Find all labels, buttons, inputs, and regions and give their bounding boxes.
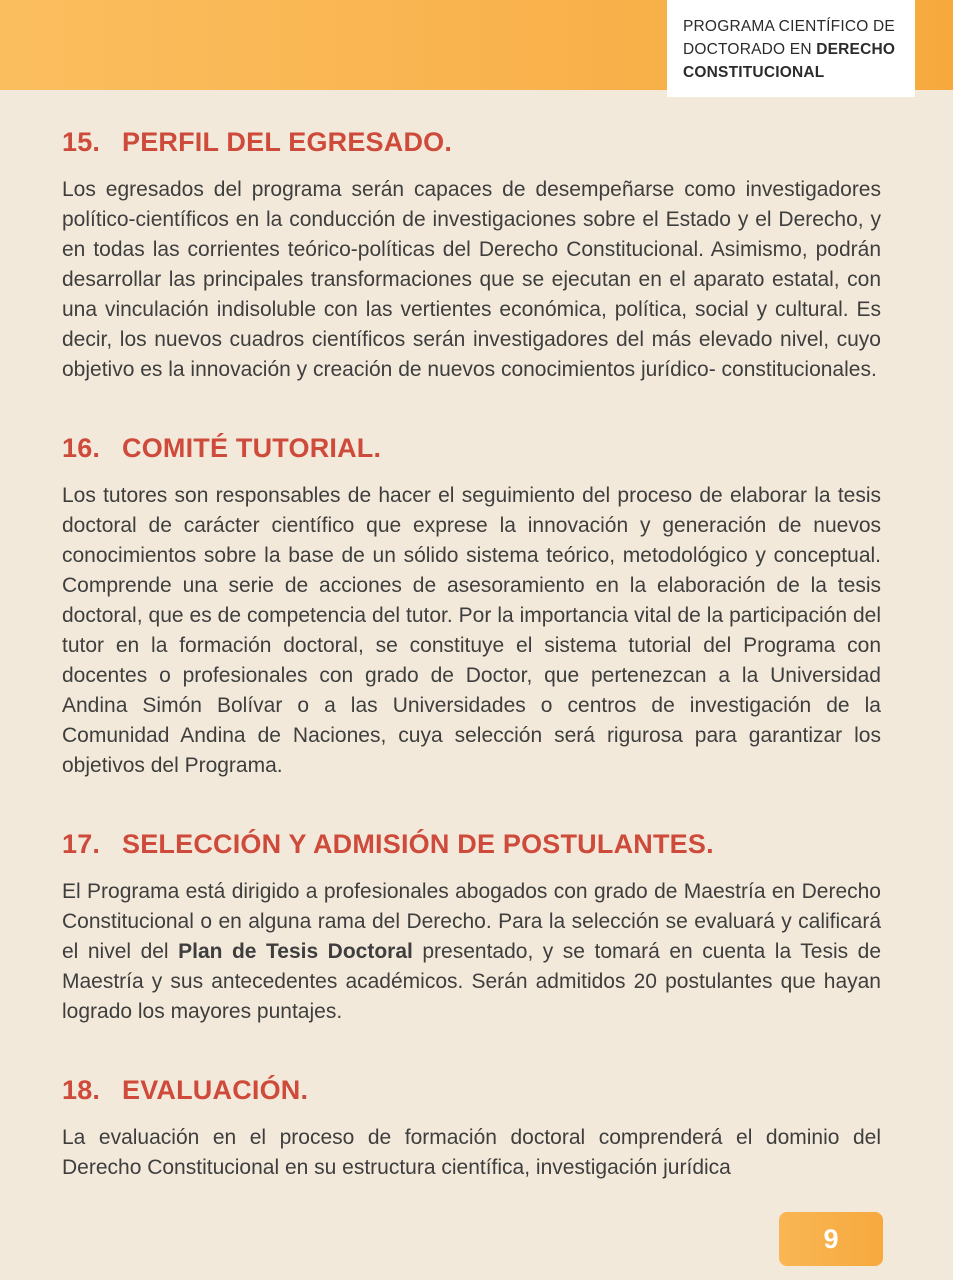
paragraph-text: La evaluación en el proceso de formación doctoral comprenderá el dominio del Derecho Constitucional en su estructura científica, investigación jurídica bbox=[62, 1126, 881, 1179]
section bbox=[62, 1075, 881, 1183]
program-header-line1: PROGRAMA CIENTÍFICO DE bbox=[683, 18, 895, 35]
paragraph-text: presentado, y se tomará en cuenta la Tesis de Maestría y sus antecedentes académicos. Serán admitidos 20 postulantes que hayan logrado los mayores puntajes. bbox=[62, 940, 882, 1023]
section-number: 17. bbox=[62, 829, 101, 859]
section-number: 16. bbox=[62, 433, 101, 463]
paragraph bbox=[62, 877, 881, 1027]
program-header-line2 bbox=[683, 38, 897, 61]
section-paragraphs bbox=[62, 481, 881, 781]
section bbox=[62, 433, 881, 781]
section-heading bbox=[62, 829, 881, 860]
program-header-line2-bold: DERECHO bbox=[816, 41, 896, 58]
program-header-box bbox=[667, 0, 915, 97]
content bbox=[0, 90, 953, 1198]
paragraph bbox=[62, 481, 881, 781]
paragraph-text: Los egresados del programa serán capaces de desempeñarse como investigadores político-científicos en la conducción de investigaciones sobre el Estado y el Derecho, y en todas las corrientes teórico-políticas del Derecho Constitucional. Asimismo, podrán desarrollar las principales transformaciones que se ejecutan en el aparato estatal, con una vinculación indisoluble con las vertientes económica, política, social y cultural. Es decir, los nuevos cuadros científicos serán investigadores del más elevado nivel, cuyo objetivo es la innovación y creación de nuevos conocimientos jurídico- constitucionales. bbox=[62, 178, 881, 381]
section-heading bbox=[62, 1075, 881, 1106]
section bbox=[62, 127, 881, 385]
paragraph bbox=[62, 1123, 881, 1183]
section-title: COMITÉ TUTORIAL. bbox=[122, 433, 382, 463]
section-paragraphs bbox=[62, 1123, 881, 1183]
section-title: EVALUACIÓN. bbox=[122, 1075, 309, 1105]
page-number: 9 bbox=[823, 1223, 839, 1254]
program-header-line2-regular: DOCTORADO EN bbox=[683, 41, 817, 58]
page-number-badge bbox=[779, 1212, 883, 1266]
section-number: 15. bbox=[62, 127, 101, 157]
paragraph-bold-text: Plan de Tesis Doctoral bbox=[178, 940, 413, 963]
paragraph-text: Los tutores son responsables de hacer el seguimiento del proceso de elaborar la tesis doctoral de carácter científico que exprese la innovación y generación de nuevos conocimientos sobre la base de un sólido sistema teórico, metodológico y conceptual. Comprende una serie de acciones de asesoramiento en la elaboración de la tesis doctoral, que es de competencia del tutor. Por la importancia vital de la participación del tutor en la formación doctoral, se constituye el sistema tutorial del Programa con docentes o profesionales con grado de Doctor, que pertenezcan a la Universidad Andina Simón Bolívar o a las Universidades o centros de investigación de la Comunidad Andina de Naciones, cuya selección será rigurosa para garantizar los objetivos del Programa. bbox=[62, 484, 881, 777]
program-header-line3: CONSTITUCIONAL bbox=[683, 64, 825, 81]
section-number: 18. bbox=[62, 1075, 101, 1105]
paragraph bbox=[62, 175, 881, 385]
section-paragraphs bbox=[62, 877, 881, 1027]
section-title: PERFIL DEL EGRESADO. bbox=[122, 127, 453, 157]
section-title: SELECCIÓN Y ADMISIÓN DE POSTULANTES. bbox=[122, 829, 714, 859]
paragraph-text: El Programa está dirigido a profesionales abogados con grado de Maestría en Derecho Constitucional o en alguna rama del Derecho. Para la selección se evaluará y calificará el nivel del bbox=[62, 880, 881, 963]
section-heading bbox=[62, 433, 881, 464]
section-paragraphs bbox=[62, 175, 881, 385]
section-heading bbox=[62, 127, 881, 158]
section bbox=[62, 829, 881, 1027]
